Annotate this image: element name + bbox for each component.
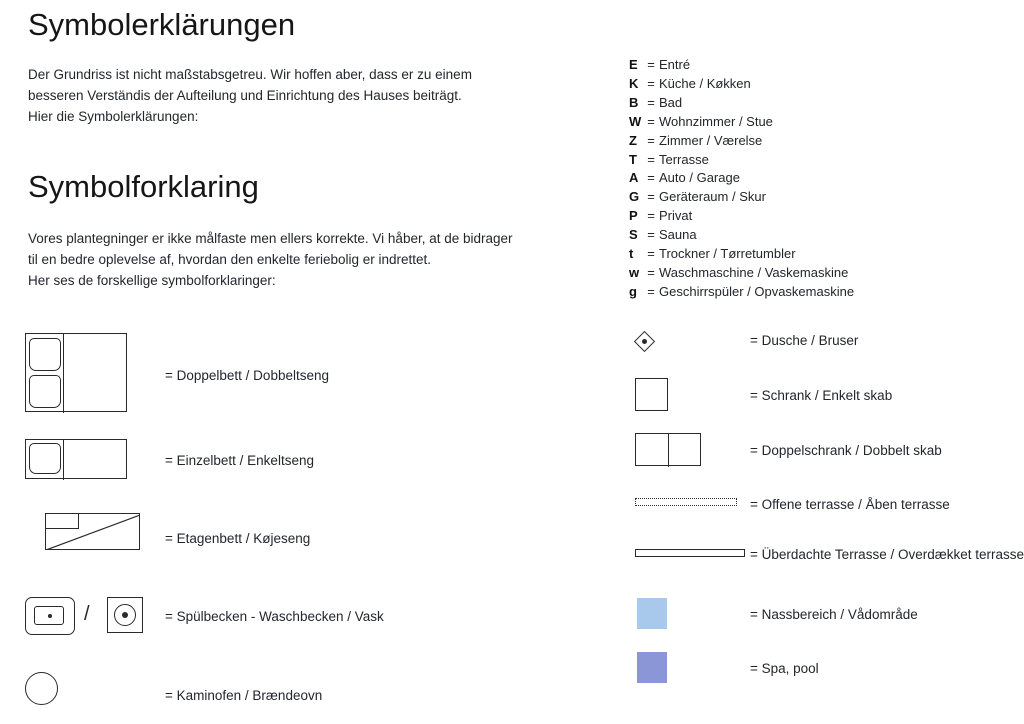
abbr-key: K: [629, 75, 639, 91]
abbreviation-row: [629, 283, 989, 302]
left-text-column: [28, 0, 588, 291]
abbr-text: Privat: [659, 208, 693, 224]
abbreviation-row: [629, 188, 989, 207]
abbr-text: Entré: [659, 57, 691, 72]
intro-dk-line-2: til en bedre oplevelse af, hvordan den enkelte feriebolig er indrettet.: [28, 252, 432, 267]
abbr-key: P: [629, 208, 638, 224]
pillow: [29, 443, 61, 474]
open-terrace-icon: [635, 498, 737, 506]
intro-de-line-1: Der Grundriss ist nicht maßstabsgetreu. Wir hoffen aber, dass er zu einem: [28, 67, 472, 82]
legend-label-shower: = Dusche / Bruser: [750, 333, 859, 348]
abbr-text: Sauna: [659, 227, 697, 243]
legend-label-sink: = Spülbecken - Waschbecken / Vask: [165, 609, 384, 624]
abbreviation-row: [629, 169, 989, 188]
abbr-text: Waschmaschine / Vaskemaskine: [659, 264, 849, 280]
intro-dk-line-3: Her ses de forskellige symbolforklaringer:: [28, 273, 276, 288]
wood-stove-icon: [25, 672, 58, 705]
pillow-lower: [29, 375, 61, 408]
intro-paragraph-de: [28, 64, 588, 127]
abbreviation-row: [629, 207, 989, 226]
legend-label-wardrobe-single: = Schrank / Enkelt skab: [750, 388, 893, 403]
abbr-key: G: [629, 189, 640, 205]
legend-label-bunk-bed: = Etagenbett / Køjeseng: [165, 531, 311, 546]
abbr-key: W: [629, 113, 642, 129]
legend-separator-slash: /: [84, 603, 90, 625]
abbr-text: Küche / Køkken: [659, 75, 751, 91]
page-title-de: Symbolerklärungen: [28, 7, 296, 42]
wardrobe-single-icon: [635, 378, 668, 411]
abbr-key: B: [629, 94, 639, 110]
abbr-key: t: [629, 246, 634, 262]
abbr-text: Auto / Garage: [659, 170, 740, 186]
legend-label-double-bed: = Doppelbett / Dobbeltseng: [165, 368, 329, 383]
washbasin-drain: [122, 612, 128, 618]
legend-label-covered-terrace: = Überdachte Terrasse / Overdækket terrasse: [750, 547, 1024, 562]
legend-label-wardrobe-double: = Doppelschrank / Dobbelt skab: [750, 443, 942, 458]
abbr-text: Wohnzimmer / Stue: [659, 113, 773, 129]
bunk-diagonal: [46, 514, 140, 550]
abbr-key: E: [629, 57, 638, 72]
wet-room-swatch-icon: [637, 598, 667, 629]
double-bed-icon: [25, 333, 127, 412]
intro-paragraph-dk: [28, 228, 588, 291]
spa-pool-swatch-icon: [637, 652, 667, 683]
abbr-equals: =: [647, 189, 655, 205]
legend-label-open-terrace: = Offene terrasse / Åben terrasse: [750, 497, 950, 512]
abbr-key: S: [629, 227, 638, 243]
abbr-text: Trockner / Tørretumbler: [659, 246, 796, 262]
abbr-text: Geräteraum / Skur: [659, 189, 766, 205]
pillow-upper: [29, 338, 61, 371]
abbr-text: Geschirrspüler / Opvaskemaskine: [659, 283, 855, 299]
abbr-key: A: [629, 170, 639, 186]
abbreviation-row: [629, 264, 989, 283]
abbreviation-row: [629, 245, 989, 264]
abbr-equals: =: [647, 57, 655, 72]
abbr-equals: =: [647, 151, 655, 167]
abbreviation-row: [629, 226, 989, 245]
bunk-bed-icon: [45, 513, 140, 550]
abbr-equals: =: [647, 264, 655, 280]
abbr-text: Bad: [659, 94, 683, 110]
sink-washbasin-icon: [25, 597, 75, 635]
single-bed-pillow-zone: [26, 440, 64, 480]
intro-dk-line-1: Vores plantegninger er ikke målfaste men ellers korrekte. Vi håber, at de bidrager: [28, 231, 513, 246]
abbr-text: Zimmer / Værelse: [659, 132, 763, 148]
intro-de-line-3: Hier die Symbolerklärungen:: [28, 109, 199, 124]
abbr-key: T: [629, 151, 637, 167]
shower-drain: [642, 339, 647, 344]
legend-label-wet-room: = Nassbereich / Vådområde: [750, 607, 918, 622]
sink-drain: [48, 614, 52, 618]
abbr-equals: =: [647, 113, 655, 129]
abbr-equals: =: [647, 75, 655, 91]
abbr-text: Terrasse: [659, 151, 709, 167]
abbr-equals: =: [647, 170, 655, 186]
abbreviation-row: [629, 94, 989, 113]
abbr-equals: =: [647, 227, 655, 243]
legend-label-wood-stove: = Kaminofen / Brændeovn: [165, 688, 323, 703]
abbr-equals: =: [647, 246, 655, 262]
abbreviation-row: [629, 113, 989, 132]
abbreviation-row: [629, 75, 989, 94]
double-bed-pillow-zone: [26, 334, 64, 413]
single-bed-icon: [25, 439, 127, 479]
wardrobe-divider: [668, 434, 669, 467]
abbreviation-row: [629, 132, 989, 151]
legend-label-single-bed: = Einzelbett / Enkeltseng: [165, 453, 314, 468]
abbreviation-list: [629, 56, 989, 302]
abbr-key: w: [629, 264, 640, 280]
washbasin-round-icon: [107, 597, 143, 633]
legend-label-spa-pool: = Spa, pool: [750, 661, 819, 676]
abbr-equals: =: [647, 94, 655, 110]
abbreviation-row: [629, 151, 989, 170]
abbr-equals: =: [647, 208, 655, 224]
abbr-equals: =: [647, 283, 655, 299]
wardrobe-double-icon: [635, 433, 701, 466]
abbr-key: Z: [629, 132, 637, 148]
abbr-key: g: [629, 283, 637, 299]
abbr-equals: =: [647, 132, 655, 148]
intro-de-line-2: besseren Verständis der Aufteilung und Einrichtung des Hauses beiträgt.: [28, 88, 462, 103]
covered-terrace-icon: [635, 549, 745, 557]
page-title-dk: Symbolforklaring: [28, 169, 259, 204]
abbreviation-row: [629, 56, 989, 75]
shower-icon-center: [637, 334, 652, 349]
